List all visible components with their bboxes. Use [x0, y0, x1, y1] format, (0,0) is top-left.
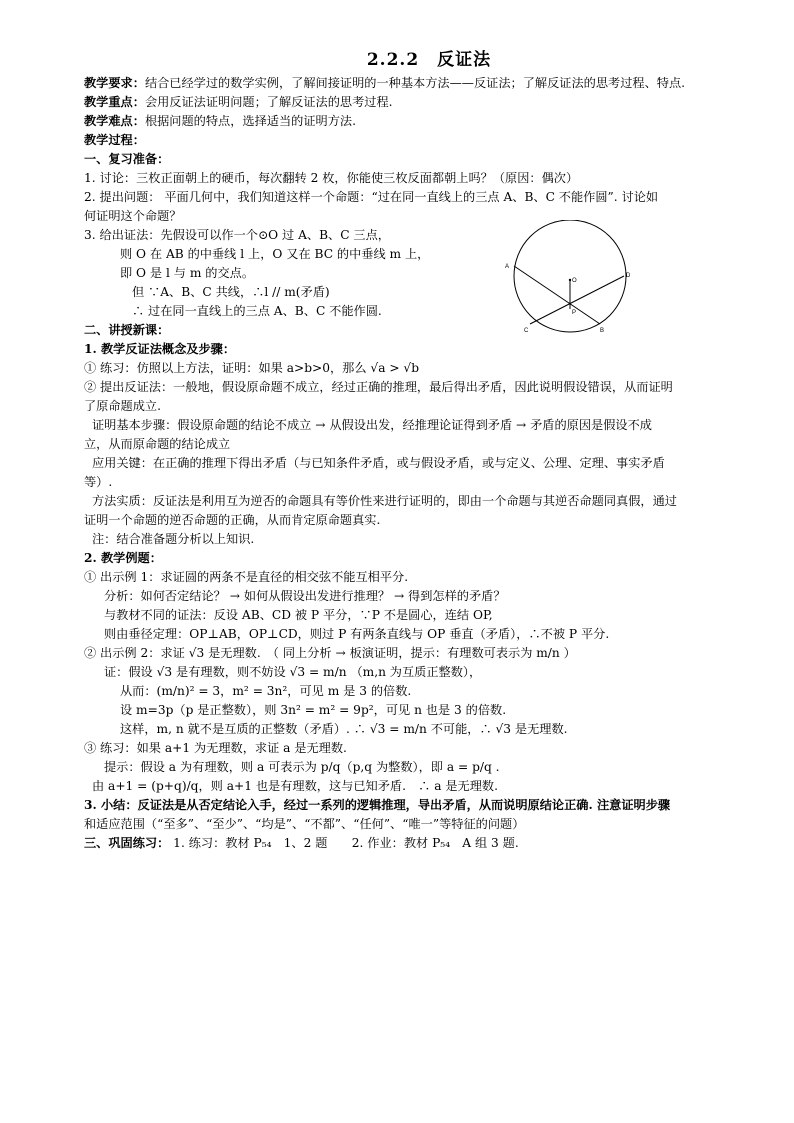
exercise-3: ③ 练习：如果 a+1 为无理数，求证 a 是无理数.	[84, 741, 347, 755]
proof-line-1: 则 O 在 AB 的中垂线 l 上，O 又在 BC 的中垂线 m 上，	[120, 247, 430, 261]
chord-cd	[530, 276, 624, 324]
review-item-3: 3. 给出证法：先假设可以作一个⊙O 过 A、B、C 三点，	[84, 228, 390, 242]
consolidation-label: 三、巩固练习：	[84, 836, 170, 850]
subsection-concept-heading: 1. 教学反证法概念及步骤：	[84, 342, 236, 356]
proof-line-4: ∴ 过在同一直线上的三点 A、B、C 不能作圆.	[132, 304, 382, 318]
teaching-requirement	[84, 74, 774, 93]
key-point-text: 会用反证法证明问题；了解反证法的思考过程.	[144, 95, 393, 109]
consolidation	[84, 834, 774, 853]
label-d: D	[626, 273, 631, 279]
difficulty-label: 教学难点：	[84, 114, 145, 128]
label-c: C	[524, 328, 529, 334]
key-point-label: 教学重点：	[84, 95, 145, 109]
exercise-3-hint: 提示：假设 a 为有理数，则 a 可表示为 p/q（p,q 为整数），即 a = p/q .	[104, 760, 500, 774]
page-title: 2.2.2 反证法	[366, 50, 492, 70]
concept-definition: ② 提出反证法：一般地，假设原命题不成立，经过正确的推理，最后得出矛盾，因此说明假设错误，从而证明	[84, 380, 673, 394]
example-1-proof-cont: 则由垂径定理：OP⊥AB，OP⊥CD，则过 P 有两条直线与 OP 垂直（矛盾），∴不被 P 平分.	[104, 627, 610, 641]
summary	[84, 796, 774, 815]
concept-definition-cont: 了原命题成立.	[84, 399, 161, 413]
summary-cont: 和适应范围（“至多”、“至少”、“均是”、“不都”、“任何”、“唯一”等特征的问题）	[84, 817, 525, 831]
label-a: A	[505, 264, 510, 270]
example-2-proof-2: 从而：(m/n)² = 3，m² = 3n²，可见 m 是 3 的倍数.	[120, 684, 412, 698]
label-b: B	[600, 328, 605, 334]
method-essence-cont: 证明一个命题的逆否命题的正确，从而肯定原命题真实.	[84, 513, 381, 527]
circle-diagram	[500, 220, 640, 340]
teaching-process-heading: 教学过程：	[84, 133, 145, 147]
circle-outline	[514, 220, 626, 332]
difficulty-text: 根据问题的特点，选择适当的证明方法.	[144, 114, 356, 128]
center-point	[569, 279, 571, 281]
teaching-difficulty	[84, 112, 774, 131]
application-key-cont: 等）.	[84, 475, 113, 489]
label-p: P	[572, 310, 577, 316]
application-key: 应用关键：在正确的推理下得出矛盾（与已知条件矛盾，或与假设矛盾，或与定义、公理、定理、事实矛盾	[92, 456, 665, 470]
document-page	[84, 50, 774, 853]
exercise-3-hint-cont: 由 a+1 = (p+q)/q，则 a+1 也是有理数，这与已知矛盾. ∴ a 是无理数.	[92, 779, 498, 793]
concept-exercise: ① 练习：仿照以上方法，证明：如果 a>b>0，那么 √a > √b	[84, 361, 419, 375]
section-review-heading: 一、复习准备：	[84, 152, 170, 166]
requirement-text: 结合已经学过的数学实例，了解间接证明的一种基本方法——反证法；了解反证法的思考过程、特点.	[144, 76, 686, 90]
basic-steps: 证明基本步骤：假设原命题的结论不成立 → 从假设出发，经推理论证得到矛盾 → 矛盾的原因是假设不成	[92, 418, 652, 432]
subsection-examples-heading: 2. 教学例题：	[84, 551, 162, 565]
note: 注：结合准备题分析以上知识.	[92, 532, 255, 546]
teaching-key-point	[84, 93, 774, 112]
review-item-1: 1. 讨论：三枚正面朝上的硬币，每次翻转 2 枚，你能使三枚反面都朝上吗？（原因：偶次）	[84, 171, 579, 185]
summary-text: 3. 小结：反证法是从否定结论入手，经过一系列的逻辑推理，导出矛盾，从而说明原结论正确. 注意证明步骤	[84, 798, 671, 812]
label-o: O	[572, 278, 577, 284]
example-1-analysis: 分析：如何否定结论？ → 如何从假设出发进行推理？ → 得到怎样的矛盾？	[104, 589, 506, 603]
example-2: ② 出示例 2：求证 √3 是无理数. （ 同上分析 → 板演证明，提示：有理数可表示为 m/n ）	[84, 646, 576, 660]
review-item-2: 2. 提出问题： 平面几何中，我们知道这样一个命题：“过在同一直线上的三点 A、B、C 不能作圆”. 讨论如	[84, 190, 659, 204]
review-item-2-cont: 何证明这个命题？	[84, 209, 182, 223]
example-1-proof: 与教材不同的证法：反设 AB、CD 被 P 平分，∵P 不是圆心，连结 OP,	[104, 608, 493, 622]
section-new-lesson-heading: 二、讲授新课：	[84, 323, 170, 337]
basic-steps-cont: 立，从而原命题的结论成立	[84, 437, 231, 451]
example-1: ① 出示例 1：求证圆的两条不是直径的相交弦不能互相平分.	[84, 570, 409, 584]
example-2-proof-4: 这样，m, n 就不是互质的正整数（矛盾）. ∴ √3 = m/n 不可能，∴ √3 是无理数.	[120, 722, 568, 736]
proof-line-2: 即 O 是 l 与 m 的交点。	[120, 266, 255, 280]
example-2-proof-3: 设 m=3p（p 是正整数），则 3n² = m² = 9p²，可见 n 也是 3 的倍数.	[120, 703, 507, 717]
consolidation-text: 1. 练习：教材 P₅₄ 1、2 题 2. 作业：教材 P₅₄ A 组 3 题.	[169, 836, 519, 850]
method-essence: 方法实质：反证法是利用互为逆否的命题具有等价性来进行证明的，即由一个命题与其逆否命题同真假，通过	[92, 494, 677, 508]
example-2-proof-1: 证：假设 √3 是有理数，则不妨设 √3 = m/n （m,n 为互质正整数），	[104, 665, 482, 679]
requirement-label: 教学要求：	[84, 76, 145, 90]
proof-line-3: 但 ∵A、B、C 共线，∴l // m(矛盾)	[132, 285, 330, 299]
